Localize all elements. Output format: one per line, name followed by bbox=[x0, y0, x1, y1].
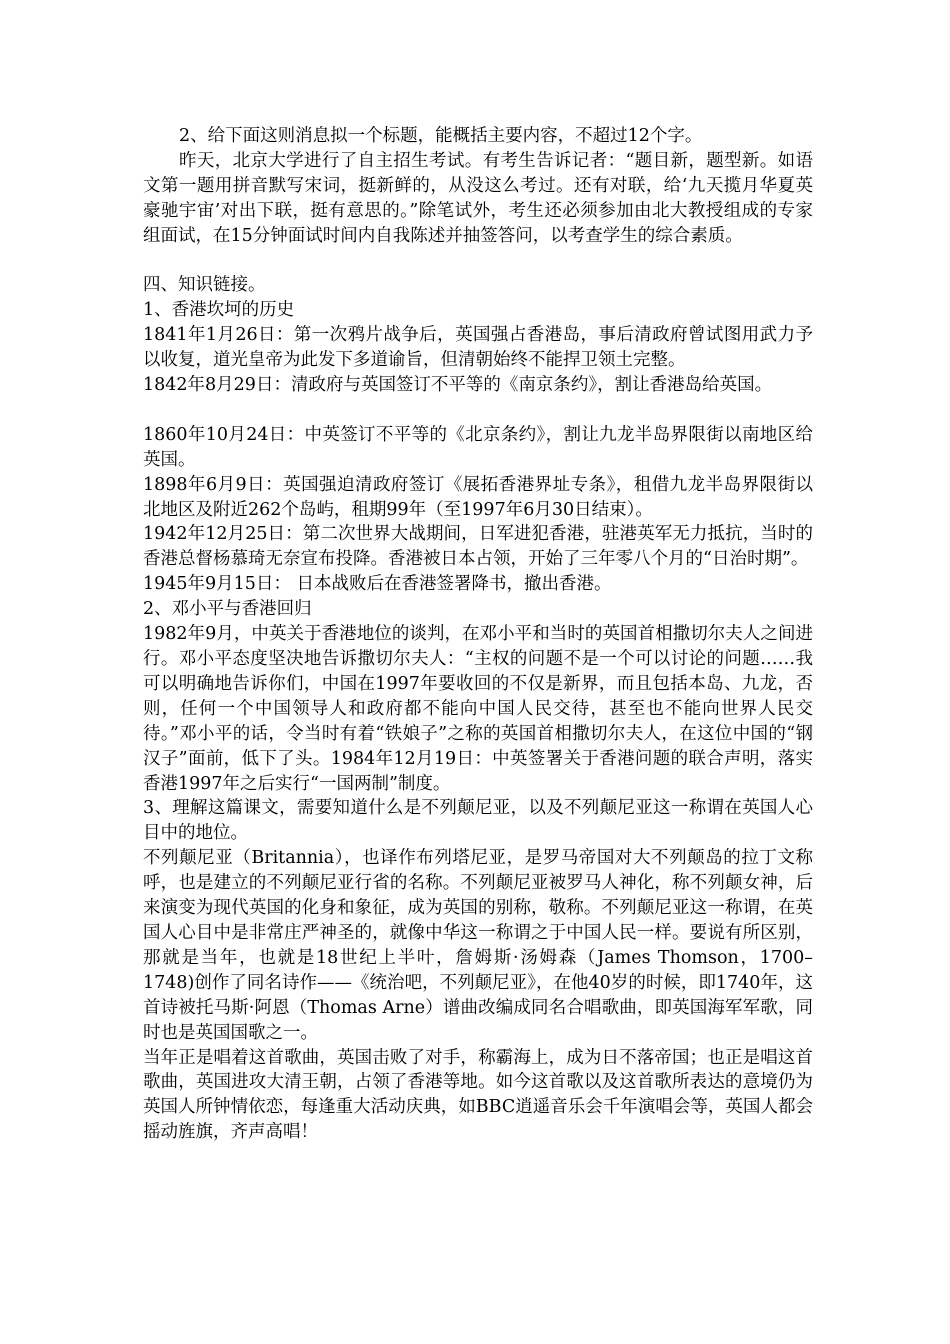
history-entry: 1860年10月24日：中英签订不平等的《北京条约》，割让九龙半岛界限街以南地区给英国。 bbox=[143, 424, 813, 470]
section-heading-knowledge-links: 四、知识链接。 bbox=[143, 275, 266, 296]
history-entry: 1842年8月29日：清政府与英国签订不平等的《南京条约》，割让香港岛给英国。 bbox=[143, 375, 773, 396]
subsection-title-deng-xiaoping: 2、邓小平与香港回归 bbox=[143, 599, 312, 620]
spacer bbox=[143, 249, 813, 274]
document-body bbox=[143, 124, 813, 1145]
subsection-title-britannia: 3、理解这篇课文，需要知道什么是不列颠尼亚，以及不列颠尼亚这一称谓在英国人心目中的地位。 bbox=[143, 798, 813, 844]
history-entry: 1942年12月25日：第二次世界大战期间，日军进犯香港，驻港英军无力抵抗，当时的香港总督杨慕琦无奈宣布投降。香港被日本占领，开始了三年零八个月的“日治时期”。 bbox=[143, 524, 813, 570]
news-passage: 昨天，北京大学进行了自主招生考试。有考生告诉记者：“题目新，题型新。如语文第一题用拼音默写宋词，挺新鲜的，从没这么考过。还有对联，给‘九天揽月华夏英豪驰宇宙’对出下联，挺有意思的。”除笔试外，考生还必须参加由北大教授组成的专家组面试，在15分钟面试时间内自我陈述并抽签答问，以考查学生的综合素质。 bbox=[143, 150, 813, 246]
subsection-title-hk-history: 1、香港坎坷的历史 bbox=[143, 300, 295, 321]
history-entry: 1841年1月26日：第一次鸦片战争后，英国强占香港岛，事后清政府曾试图用武力予以收复，道光皇帝为此发下多道谕旨，但清朝始终不能捍卫领土完整。 bbox=[143, 325, 813, 371]
rule-britannia-paragraph: 当年正是唱着这首歌曲，英国击败了对手，称霸海上，成为日不落帝国；也正是唱这首歌曲，英国进攻大清王朝，占领了香港等地。如今这首歌以及这首歌所表达的意境仍为英国人所钟情依恋，每逢重大活动庆典，如BBC逍遥音乐会千年演唱会等，英国人都会摇动旌旗，齐声高唱！ bbox=[143, 1047, 813, 1143]
deng-xiaoping-paragraph: 1982年9月，中英关于香港地位的谈判，在邓小平和当时的英国首相撒切尔夫人之间进行。邓小平态度坚决地告诉撒切尔夫人：“主权的问题不是一个可以讨论的问题……我可以明确地告诉你们，中国在1997年要收回的不仅是新界，而且包括本岛、九龙，否则，任何一个中国领导人和政府都不能向中国人民交待，甚至也不能向世界人民交待。”邓小平的话，令当时有着“铁娘子”之称的英国首相撒切尔夫人，在这位中国的“钢汉子”面前，低下了头。1984年12月19日：中英签署关于香港问题的联合声明，落实香港1997年之后实行“一国两制”制度。 bbox=[143, 624, 813, 794]
question-2-prompt: 2、给下面这则消息拟一个标题，能概括主要内容，不超过12个字。 bbox=[179, 126, 703, 146]
history-entry: 1945年9月15日： 日本战败后在香港签署降书，撤出香港。 bbox=[143, 574, 612, 595]
spacer bbox=[143, 398, 813, 423]
britannia-paragraph: 不列颠尼亚（Britannia），也译作布列塔尼亚，是罗马帝国对大不列颠岛的拉丁文称呼，也是建立的不列颠尼亚行省的名称。不列颠尼亚被罗马人神化，称不列颠女神，后来演变为现代英国的化身和象征，成为英国的别称，敬称。不列颠尼亚这一称谓，在英国人心目中是非常庄严神圣的，就像中华这一称谓之于中国人民一样。要说有所区别，那就是当年，也就是18世纪上半叶，詹姆斯·汤姆森（James Thomson，1700–1748)创作了同名诗作——《统治吧，不列颠尼亚》，在他40岁的时候，即1740年，这首诗被托马斯·阿恩（Thomas Arne）谱曲改编成同名合唱歌曲，即英国海军军歌，同时也是英国国歌之一。 bbox=[143, 848, 813, 1043]
history-entry: 1898年6月9日：英国强迫清政府签订《展拓香港界址专条》，租借九龙半岛界限街以北地区及附近262个岛屿，租期99年（至1997年6月30日结束）。 bbox=[143, 474, 813, 520]
